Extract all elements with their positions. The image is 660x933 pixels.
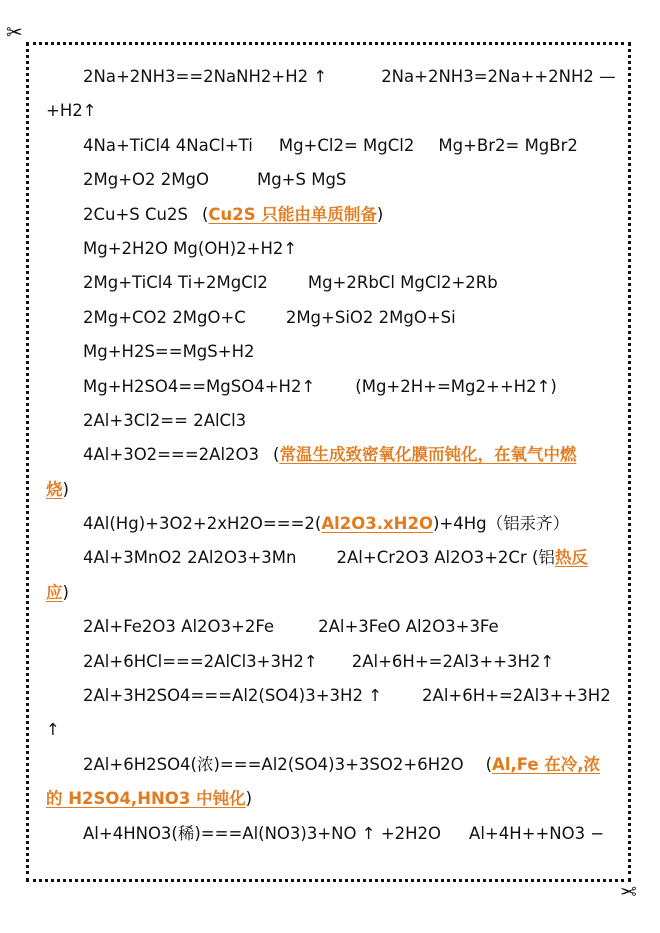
highlight-note: Cu2S 只能由单质制备 — [208, 204, 377, 224]
equation-line — [46, 713, 616, 747]
equation: (Mg+2H+=Mg2++H2↑) — [355, 376, 557, 396]
equation-line — [46, 438, 616, 472]
equation: 2Al+6H2SO4(浓)===Al2(SO4)3+3SO2+6H2O — [83, 754, 464, 774]
equation-line — [46, 748, 616, 782]
equation: Mg+2RbCl MgCl2+2Rb — [307, 273, 498, 293]
equation-line — [46, 232, 616, 266]
equation-line — [46, 94, 616, 128]
equation: 4Al+3MnO2 2Al2O3+3Mn — [83, 548, 297, 568]
equation: Mg+H2S==MgS+H2 — [83, 342, 255, 362]
equation-line — [46, 129, 616, 163]
equation: 4Na+TiCl4 4NaCl+Ti — [83, 135, 253, 155]
equation-line — [46, 541, 616, 575]
equation-line — [46, 60, 616, 94]
paren: ) — [376, 204, 384, 224]
equation: 2Al+Cr2O3 Al2O3+2Cr (铝 — [336, 548, 555, 568]
equation: 2Al+6H+=2Al3++3H2↑ — [351, 651, 555, 671]
equation: 2Al+6H+=2Al3++3H2 — [422, 686, 611, 706]
equation-line — [46, 610, 616, 644]
equation-line — [46, 335, 616, 369]
equation: Al+4HNO3(稀)===Al(NO3)3+NO ↑ +2H2O — [83, 823, 442, 843]
equation-line — [46, 576, 616, 610]
scissors-icon: ✂ — [620, 879, 637, 903]
equation: 4Al+3O2===2Al2O3 — [83, 445, 260, 465]
paren: ) — [62, 479, 69, 499]
equation-line — [46, 817, 616, 851]
equation: 2Al+3Cl2== 2AlCl3 — [83, 410, 247, 430]
equation-line — [46, 782, 616, 816]
equation-line — [46, 507, 616, 541]
equation-line — [46, 301, 616, 335]
equation: 2Mg+CO2 2MgO+C — [83, 307, 246, 327]
equation: 2Na+2NH3=2Na++2NH2 — — [381, 67, 616, 86]
equation: Mg+2H2O Mg(OH)2+H2↑ — [83, 238, 298, 258]
equation: 2Al+Fe2O3 Al2O3+2Fe — [83, 617, 275, 637]
equation: )+4Hg（铝汞齐） — [432, 514, 570, 534]
equation: ↑ — [46, 720, 60, 740]
highlight-note: 应 — [46, 582, 63, 602]
equation: 2Na+2NH3==2NaNH2+H2 ↑ — [83, 67, 328, 86]
equation-line — [46, 645, 616, 679]
equation: 2Mg+TiCl4 Ti+2MgCl2 — [83, 273, 268, 293]
equation-list — [46, 60, 616, 851]
paren: ( — [273, 445, 280, 465]
highlight-note: 烧 — [46, 479, 63, 499]
highlight-note: 的 H2SO4,HNO3 中钝化 — [46, 789, 246, 809]
equation: 2Al+3FeO Al2O3+3Fe — [318, 617, 499, 637]
paren: ) — [245, 789, 253, 809]
paren: ) — [62, 582, 69, 602]
paren: ( — [201, 204, 209, 224]
equation: Mg+Br2= MgBr2 — [438, 135, 578, 155]
equation: 2Mg+SiO2 2MgO+Si — [285, 307, 456, 327]
highlight-note: Al,Fe 在冷,浓 — [492, 754, 601, 774]
equation-line — [46, 163, 616, 197]
scissors-icon: ✂ — [6, 20, 23, 44]
equation: Mg+Cl2= MgCl2 — [278, 135, 415, 155]
equation-line — [46, 679, 616, 713]
equation-line — [46, 370, 616, 404]
equation: 4Al(Hg)+3O2+2xH2O===2( — [83, 514, 322, 534]
equation: 2Cu+S Cu2S — [83, 204, 188, 224]
equation: +H2↑ — [46, 101, 97, 121]
equation: 2Mg+O2 2MgO — [83, 170, 209, 190]
equation-line — [46, 473, 616, 507]
equation: Mg+H2SO4==MgSO4+H2↑ — [83, 376, 316, 396]
highlight-note: Al2O3.xH2O — [321, 514, 433, 534]
equation: 2Al+6HCl===2AlCl3+3H2↑ — [83, 651, 318, 671]
highlight-note: 常温生成致密氧化膜而钝化，在氧气中燃 — [279, 445, 577, 465]
equation-line — [46, 404, 616, 438]
equation-line — [46, 266, 616, 300]
highlight-note: 热反 — [554, 548, 588, 568]
equation: Al+4H++NO3 − — [469, 823, 605, 843]
equation: Mg+S MgS — [256, 170, 347, 190]
paren: ( — [485, 754, 493, 774]
equation-line — [46, 198, 616, 232]
equation: 2Al+3H2SO4===Al2(SO4)3+3H2 ↑ — [83, 686, 383, 706]
